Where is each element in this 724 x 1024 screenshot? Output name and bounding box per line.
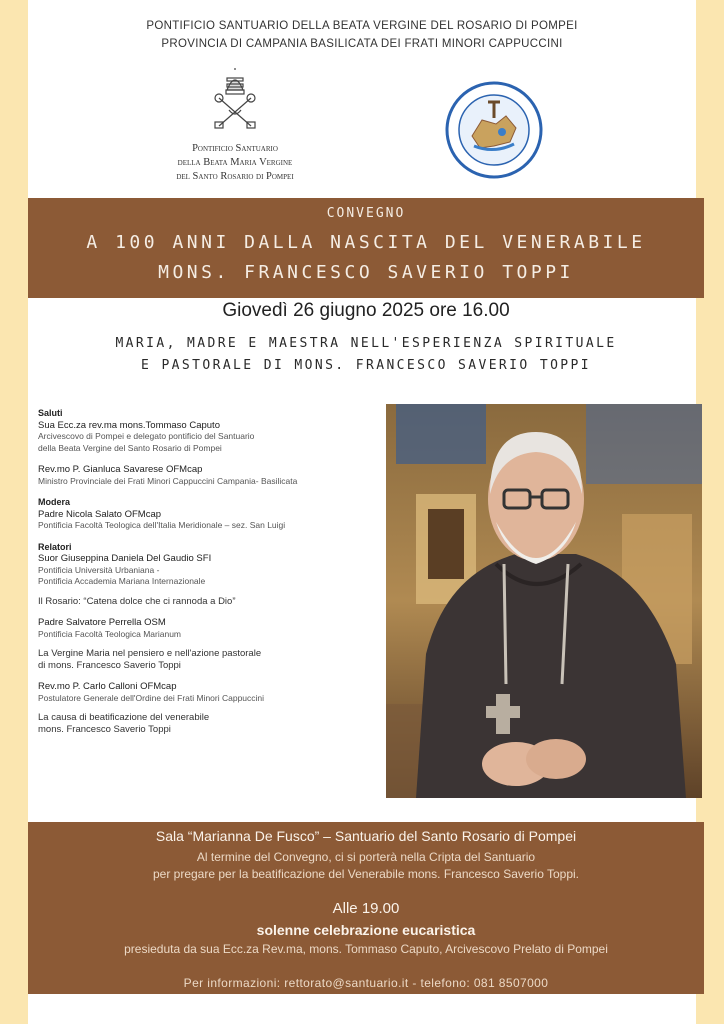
portrait-image [386, 404, 702, 798]
relatori-heading: Relatori [38, 541, 72, 552]
info-band [28, 822, 704, 994]
speaker-name: Padre Nicola Salato OFMcap [38, 508, 162, 520]
note-line-2: per pregare per la beatificazione del Venerabile mons. Francesco Saverio Toppi. [152, 867, 580, 881]
header-line-1: PONTIFICIO SANTUARIO DELLA BEATA VERGINE DEL ROSARIO DI POMPEI [146, 20, 578, 32]
mass-time: Alle 19.00 [332, 900, 400, 917]
contact-line: Per informazioni: rettorato@santuario.it - telefono: 081 8507000 [183, 976, 549, 990]
talk-title: mons. Francesco Saverio Toppi [38, 723, 171, 735]
modera-heading: Modera [38, 497, 71, 507]
mass-title: solenne celebrazione eucaristica [256, 922, 476, 938]
speaker-name: Sua Ecc.za rev.ma mons.Tommaso Caputo [38, 419, 220, 431]
speaker-role: Ministro Provinciale dei Frati Minori Cappuccini Campania- Basilicata [38, 475, 298, 486]
sanctuary-logo [160, 68, 310, 184]
speaker-role: Pontificia Accademia Mariana Internazionale [38, 576, 206, 586]
theme-line-1: MARIA, MADRE E MAESTRA NELL'ESPERIENZA SPIRITUALE [115, 336, 617, 351]
talk-title: di mons. Francesco Saverio Toppi [38, 659, 181, 671]
title-band [28, 198, 704, 298]
speaker-name: Rev.mo P. Carlo Calloni OFMcap [38, 681, 177, 692]
speaker-name: Rev.mo P. Gianluca Savarese OFMcap [38, 464, 203, 475]
sanctuary-logo-caption: Pontificio Santuario della Beata Maria Vergine del Santo Rosario di Pompei [176, 143, 294, 182]
note-line-1: Al termine del Convegno, ci si porterà nella Cripta del Santuario [196, 850, 536, 864]
speaker-role: Pontificia Università Urbaniana - [38, 564, 160, 575]
saluti-heading: Saluti [38, 408, 63, 418]
speaker-role: Pontificia Facoltà Teologica dell'Italia Meridionale – sez. San Luigi [38, 520, 286, 530]
program-list [38, 408, 378, 735]
capuchin-province-seal [444, 80, 544, 185]
event-kicker: CONVEGNO [326, 206, 406, 221]
portrait-photo [386, 404, 702, 798]
presider-line: presieduta da sua Ecc.za Rev.ma, mons. Tommaso Caputo, Arcivescovo Prelato di Pompei [124, 942, 608, 956]
speaker-role: Pontificia Facoltà Teologica Marianum [38, 628, 181, 639]
theme-line-2: E PASTORALE DI MONS. FRANCESCO SAVERIO TOPPI [141, 358, 591, 373]
event-title-line-1: A 100 ANNI DALLA NASCITA DEL VENERABILE [86, 232, 646, 253]
speaker-role: Postulatore Generale dell'Ordine dei Frati Minori Cappuccini [38, 692, 265, 703]
speaker-role: della Beata Vergine del Santo Rosario di Pompei [38, 442, 222, 453]
event-title-line-2: MONS. FRANCESCO SAVERIO TOPPI [158, 262, 574, 283]
papal-keys-crest-icon [209, 68, 261, 132]
speaker-name: Padre Salvatore Perrella OSM [38, 617, 166, 628]
header-line-2: PROVINCIA DI CAMPANIA BASILICATA DEI FRATI MINORI CAPPUCCINI [161, 38, 563, 50]
talk-title: La causa di beatificazione del venerabile [38, 712, 210, 723]
province-seal-icon [444, 80, 544, 180]
talk-title: La Vergine Maria nel pensiero e nell'azione pastorale [38, 648, 262, 659]
event-date: Giovedì 26 giugno 2025 ore 16.00 [222, 300, 510, 321]
talk-title: Il Rosario: “Catena dolce che ci rannoda a Dio” [38, 595, 236, 607]
venue-line: Sala “Marianna De Fusco” – Santuario del Santo Rosario di Pompei [155, 828, 577, 844]
speaker-role: Arcivescovo di Pompei e delegato pontificio del Santuario [38, 431, 255, 441]
speaker-name: Suor Giuseppina Daniela Del Gaudio SFI [38, 553, 212, 564]
